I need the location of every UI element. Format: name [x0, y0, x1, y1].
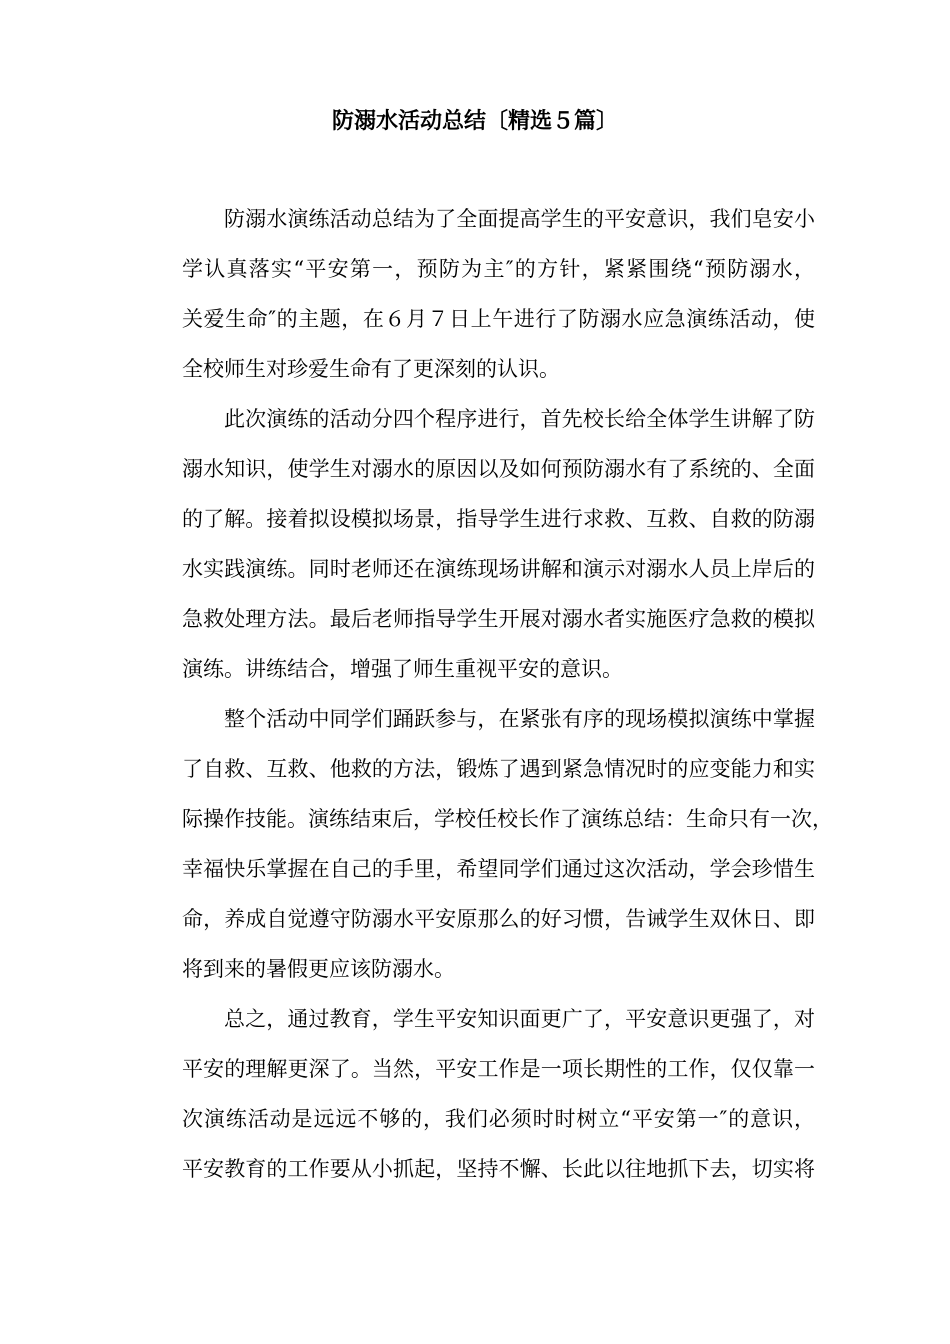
paragraph-line: 幸福快乐掌握在自己的手里，希望同学们通过这次活动，学会珍惜生	[182, 857, 815, 881]
paragraph-line: 学认真落实“平安第一，预防为主″的方针，紧紧围绕“预防溺水，	[182, 257, 815, 281]
paragraph-line: 溺水知识，使学生对溺水的原因以及如何预防溺水有了系统的、全面	[182, 457, 815, 481]
paragraph-line: 了自救、互救、他救的方法，锻炼了遇到紧急情况时的应变能力和实	[182, 757, 815, 781]
paragraph-line: 演练。讲练结合，增强了师生重视平安的意识。	[182, 657, 623, 681]
paragraph-line: 命，养成自觉遵守防溺水平安原那么的好习惯，告诫学生双休日、即	[182, 907, 815, 931]
paragraph-line: 的了解。接着拟设模拟场景，指导学生进行求救、互救、自救的防溺	[182, 507, 815, 531]
paragraph-line: 际操作技能。演练结束后，学校任校长作了演练总结：生命只有一次，	[182, 807, 833, 831]
paragraph-3	[140, 694, 833, 994]
paragraph-line: 将到来的暑假更应该防溺水。	[182, 957, 455, 981]
paragraph-line: 水实践演练。同时老师还在演练现场讲解和演示对溺水人员上岸后的	[182, 557, 815, 581]
paragraph-1	[140, 194, 815, 394]
paragraph-4	[140, 994, 815, 1194]
paragraph-line: 次演练活动是远远不够的，我们必须时时树立“平安第一″的意识，	[182, 1107, 815, 1131]
paragraph-line: 整个活动中同学们踊跃参与，在紧张有序的现场模拟演练中掌握	[224, 707, 815, 731]
paragraph-line: 此次演练的活动分四个程序进行，首先校长给全体学生讲解了防	[224, 407, 815, 431]
paragraph-line: 总之，通过教育，学生平安知识面更广了，平安意识更强了，对	[224, 1007, 815, 1031]
document-body	[140, 194, 833, 1194]
paragraph-line: 全校师生对珍爱生命有了更深刻的认识。	[182, 357, 560, 381]
paragraph-line: 关爱生命″的主题，在６月７日上午进行了防溺水应急演练活动，使	[182, 307, 815, 331]
paragraph-line: 平安教育的工作要从小抓起，坚持不懈、长此以往地抓下去，切实将	[182, 1157, 815, 1181]
paragraph-line: 防溺水演练活动总结为了全面提高学生的平安意识，我们皂安小	[224, 207, 815, 231]
paragraph-line: 平安的理解更深了。当然，平安工作是一项长期性的工作，仅仅靠一	[182, 1057, 815, 1081]
document-title: 防溺水活动总结〔精选５篇〕	[331, 109, 618, 134]
paragraph-2	[140, 394, 815, 694]
paragraph-line: 急救处理方法。最后老师指导学生开展对溺水者实施医疗急救的模拟	[182, 607, 815, 631]
